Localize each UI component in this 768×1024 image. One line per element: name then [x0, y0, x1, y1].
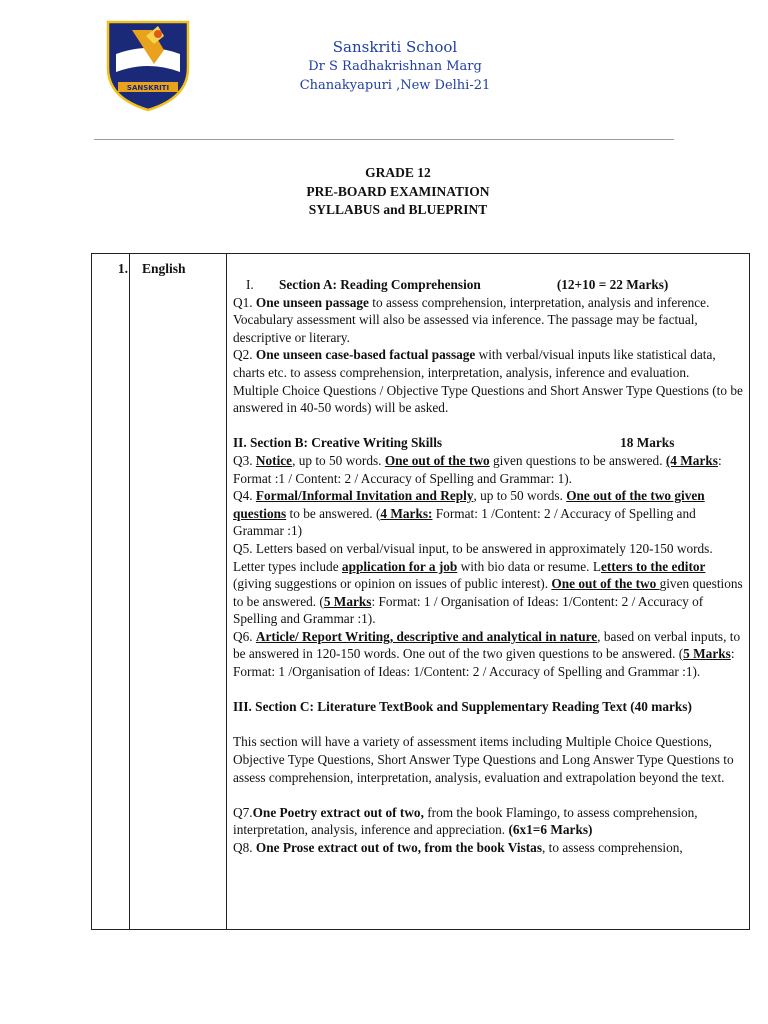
q4: Q4. Formal/Informal Invitation and Reply, up to 50 words. One out of the two given questions to be answered. (4 Marks: Format: 1 /Content: 2 / Accuracy of Spelling and Grammar :1): [233, 488, 705, 539]
school-logo: [106, 20, 190, 112]
exam-title: PRE-BOARD EXAMINATION: [306, 183, 490, 199]
q7: Q7.One Poetry extract out of two, from the book Flamingo, to assess comprehension, interpretation, analysis, inference and appreciation. (6x1=6 Marks): [233, 804, 698, 838]
subject-cell: [130, 254, 227, 930]
section-c-intro: This section will have a variety of assessment items including Multiple Choice Questions, Objective Type Questions, Short Answer Type Questions and Long Answer Type Questions to assess comprehension, interpretation, analysis, evaluation and extrapolation beyond the text.: [233, 734, 734, 785]
school-name: Sanskriti School: [332, 38, 458, 56]
table-row: [92, 254, 750, 930]
q1: Q1. One unseen passage to assess comprehension, interpretation, analysis and inference. Vocabulary assessment will also be assessed via inference. The passage may be factual, descriptive or literary.: [233, 294, 710, 345]
school-header: [270, 38, 520, 95]
address-line-2: Chanakyapuri ,New Delhi-21: [299, 78, 491, 93]
content-cell: [227, 254, 750, 930]
row-number: 1.: [117, 261, 128, 276]
row-number-cell: [92, 254, 130, 930]
syllabus-table: [91, 253, 750, 930]
address-line-1: Dr S Radhakrishnan Marg: [308, 59, 482, 74]
header-divider: [94, 139, 674, 140]
grade-title: GRADE 12: [365, 165, 431, 180]
logo-wordmark: SANSKRITI: [126, 84, 170, 92]
document-titles: [248, 164, 548, 220]
section-b-marks: 18 Marks: [620, 435, 675, 451]
q6: Q6. Article/ Report Writing, descriptive and analytical in nature, based on verbal inputs, to be answered in 120-150 words. One out of the two given questions to be answered. (5 Marks: Format: 1 /Organisation of Ideas: 1/Content: 2 / Accuracy of Spelling and Grammar :1).: [233, 628, 741, 680]
mcq-note: Multiple Choice Questions / Objective Type Questions and Short Answer Type Questions (to be answered in 40-50 words) will be asked.: [233, 382, 743, 416]
q8: Q8. One Prose extract out of two, from the book Vistas, to assess comprehension,: [233, 840, 683, 855]
q2: Q2. One unseen case-based factual passage with verbal/visual inputs like statistical data, charts etc. to assess comprehension, interpretation, analysis, inference and evaluation.: [233, 347, 716, 380]
section-c-heading: III. Section C: Literature TextBook and Supplementary Reading Text (40 marks): [233, 699, 692, 715]
q3: Q3. Notice, up to 50 words. One out of the two given questions to be answered. (4 Marks: Format :1 / Content: 2 / Accuracy of Spelling and Grammar: 1).: [233, 452, 722, 486]
subject-name: English: [142, 261, 186, 276]
section-a-heading: I. Section A: Reading Comprehension (12+10 = 22 Marks): [246, 277, 669, 292]
section-a-marks: (12+10 = 22 Marks): [556, 277, 669, 292]
syllabus-title: SYLLABUS and BLUEPRINT: [308, 202, 488, 217]
q5: Q5. Letters based on verbal/visual input, to be answered in approximately 120-150 words. Letter types include application for a job with bio data or resume. Letters to the editor (giving suggestions or opinion on issues of public interest). One out of the two given questions to be answered. (5 Marks: Format: 1 / Organisation of Ideas: 1/Content: 2 / Accuracy of Spelling and Grammar :1).: [233, 540, 743, 627]
section-b-heading: II. Section B: Creative Writing Skills 18 Marks: [233, 435, 675, 451]
